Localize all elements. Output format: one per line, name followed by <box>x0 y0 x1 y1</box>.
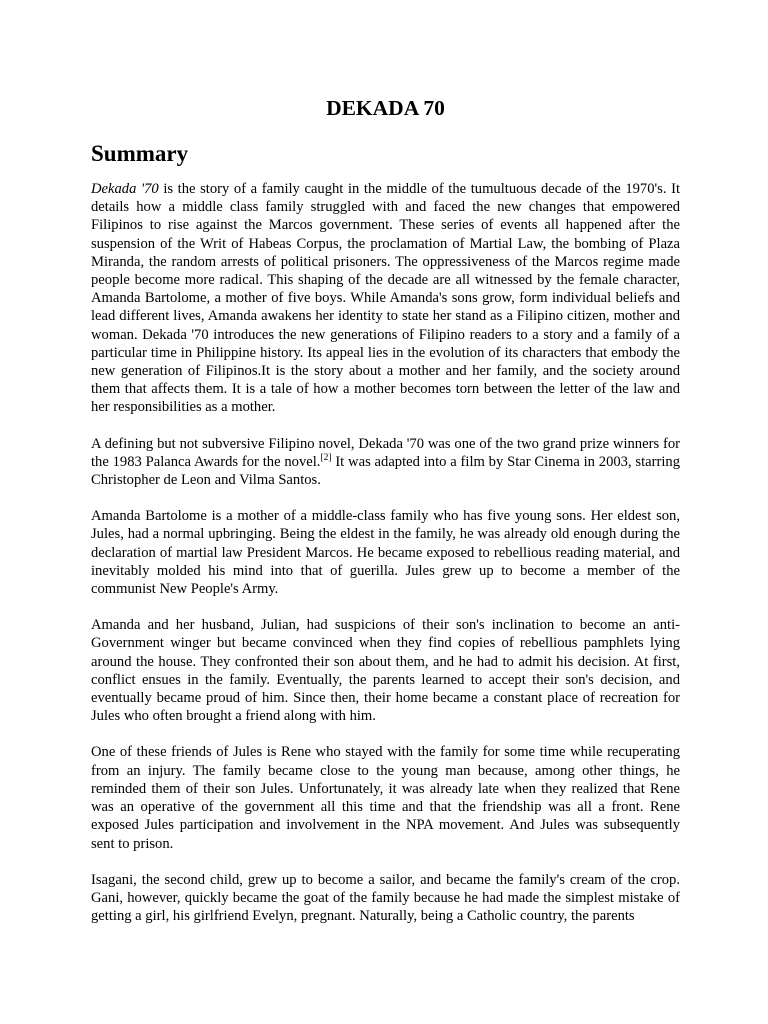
paragraph-5: One of these friends of Jules is Rene who stayed with the family for some time while recuperating from an injury. The family became close to the young man because, among other things, he reminded them of their son Jules. Unfortunately, it was already late when they realized that Rene was an operative of the government all this time and that the friendship was all a front. Rene exposed Jules participation and involvement in the NPA movement. And Jules was subsequently sent to prison. <box>91 744 680 852</box>
document-title: DEKADA 70 <box>326 96 445 120</box>
paragraph-6: Isagani, the second child, grew up to become a sailor, and became the family's cream of the crop. Gani, however, quickly became the goat of the family because he had made the simplest mistake of getting a girl, his girlfriend Evelyn, pregnant. Naturally, being a Catholic country, the parents <box>91 871 680 925</box>
paragraph-2-text-a: A defining but not subversive Filipino novel, Dekada '70 was one of the two grand prize winners for the 1983 Palanca Awards for the novel. <box>91 435 680 470</box>
document-body <box>91 180 680 925</box>
paragraph-2 <box>91 435 680 490</box>
paragraph-1 <box>91 180 680 417</box>
paragraph-1-text: is the story of a family caught in the middle of the tumultuous decade of the 1970's. It details how a middle class family struggled with and faced the new changes that empowered Filipinos to rise against the Marcos government. These series of events all happened after the suspension of the Writ of Habeas Corpus, the proclamation of Martial Law, the bombing of Plaza Miranda, the random arrests of political prisoners. The oppressiveness of the Marcos regime made people become more radical. This shaping of the decade are all witnessed by the female character, Amanda Bartolome, a mother of five boys. While Amanda's sons grow, form individual beliefs and lead different lives, Amanda awakens her identity to state her stand as a Filipino citizen, mother and woman. Dekada '70 introduces the new generations of Filipino readers to a story and a family of a particular time in Philippine history. Its appeal lies in the evolution of its characters that embody the new generation of Filipinos.It is the story about a mother and her family, and the society around them that affects them. It is a tale of how a mother becomes torn between the letter of the law and her responsibilities as a mother. <box>91 181 680 416</box>
paragraph-2-text-b: It was adapted into a film by Star Cinema in 2003, starring Christopher de Leon and Vilma Santos. <box>91 453 681 489</box>
section-heading-summary: Summary <box>91 141 189 166</box>
paragraph-3: Amanda Bartolome is a mother of a middle-class family who has five young sons. Her eldest son, Jules, had a normal upbringing. Being the eldest in the family, he was already old enough during the declaration of martial law President Marcos. He became exposed to rebellious reading material, and inevitably molded his mind into that of guerilla. Jules grew up to become a member of the communist New People's Army. <box>91 508 680 598</box>
paragraph-4: Amanda and her husband, Julian, had suspicions of their son's inclination to become an anti-Government winger but became convinced when they find copies of rebellious pamphlets lying around the house. They confronted their son about them, and he had to admit his decision. At first, conflict ensues in the family. Eventually, the parents learned to accept their son's decision, and eventually became proud of him. Since then, their home became a constant place of recreation for Jules who often brought a friend along with him. <box>91 617 680 725</box>
footnote-reference[interactable]: [2] <box>320 452 332 463</box>
novel-title-italic: Dekada '70 <box>91 181 159 197</box>
